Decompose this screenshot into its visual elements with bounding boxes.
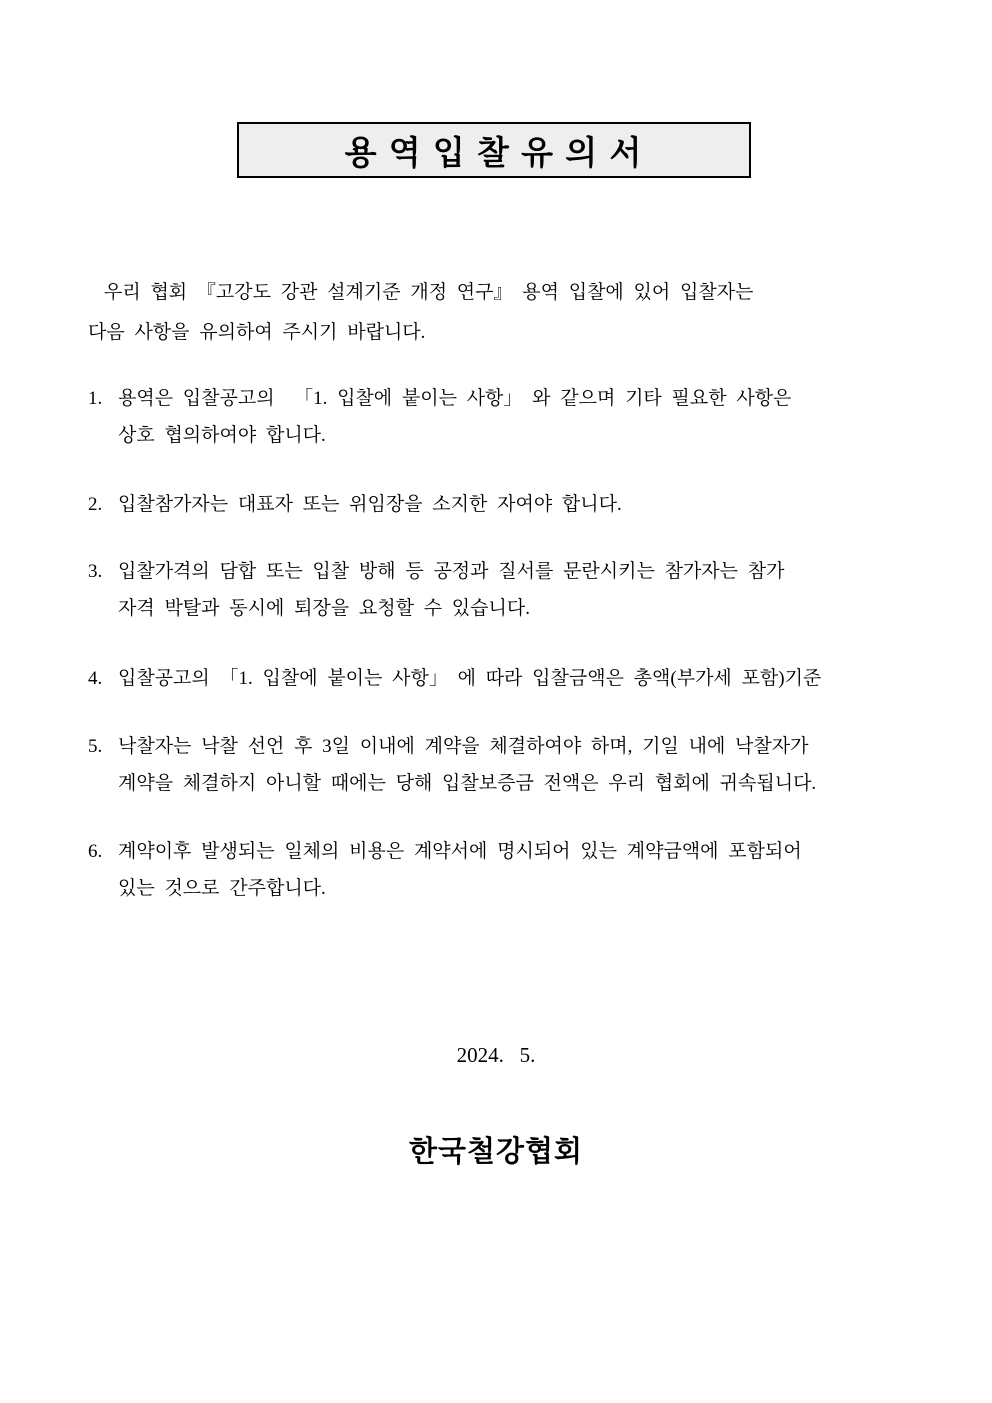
item-text xyxy=(118,380,968,454)
item-number: 6. xyxy=(88,841,103,862)
list-item-4 xyxy=(88,660,968,697)
item-text xyxy=(118,486,968,523)
list-item-3 xyxy=(88,553,968,627)
intro-line-2: 다음 사항을 유의하여 주시기 바랍니다. xyxy=(88,322,426,343)
list-item-6 xyxy=(88,833,968,907)
item-text xyxy=(118,660,968,697)
item-text xyxy=(118,728,968,802)
item-line: 상호 협의하여야 합니다. xyxy=(118,425,326,446)
item-line: 자격 박탈과 동시에 퇴장을 요청할 수 있습니다. xyxy=(118,598,530,619)
list-item-1 xyxy=(88,380,968,454)
item-line: 입찰가격의 담합 또는 입찰 방해 등 공정과 질서를 문란시키는 참가자는 참가 xyxy=(118,561,785,582)
item-line: 있는 것으로 간주합니다. xyxy=(118,878,326,899)
item-number: 5. xyxy=(88,736,103,757)
item-text xyxy=(118,553,968,627)
item-text xyxy=(118,833,968,907)
organization-name: 한국철강협회 xyxy=(408,1136,584,1168)
item-number: 1. xyxy=(88,388,103,409)
item-line: 입찰공고의 「1. 입찰에 붙이는 사항」 에 따라 입찰금액은 총액(부가세 포함)기준 xyxy=(118,668,822,689)
list-item-2 xyxy=(88,486,968,523)
item-line: 계약이후 발생되는 일체의 비용은 계약서에 명시되어 있는 계약금액에 포함되어 xyxy=(118,841,802,862)
item-line: 계약을 체결하지 아니할 때에는 당해 입찰보증금 전액은 우리 협회에 귀속됩니다. xyxy=(118,773,817,794)
item-number: 2. xyxy=(88,494,103,515)
item-number: 3. xyxy=(88,561,103,582)
document-title: 용 역 입 찰 유 의 서 xyxy=(344,135,644,172)
document-title-box xyxy=(237,122,751,178)
intro-paragraph xyxy=(88,273,948,353)
list-item-5 xyxy=(88,728,968,802)
document-date: 2024. 5. xyxy=(456,1043,536,1067)
item-line: 입찰참가자는 대표자 또는 위임장을 소지한 자여야 합니다. xyxy=(118,494,622,515)
item-line: 낙찰자는 낙찰 선언 후 3일 이내에 계약을 체결하여야 하며, 기일 내에 낙찰자가 xyxy=(118,736,809,757)
item-number: 4. xyxy=(88,668,103,689)
intro-line-1: 우리 협회 『고강도 강관 설계기준 개정 연구』 용역 입찰에 있어 입찰자는 xyxy=(104,282,754,303)
item-line: 용역은 입찰공고의 「1. 입찰에 붙이는 사항」 와 같으며 기타 필요한 사항은 xyxy=(118,388,792,409)
